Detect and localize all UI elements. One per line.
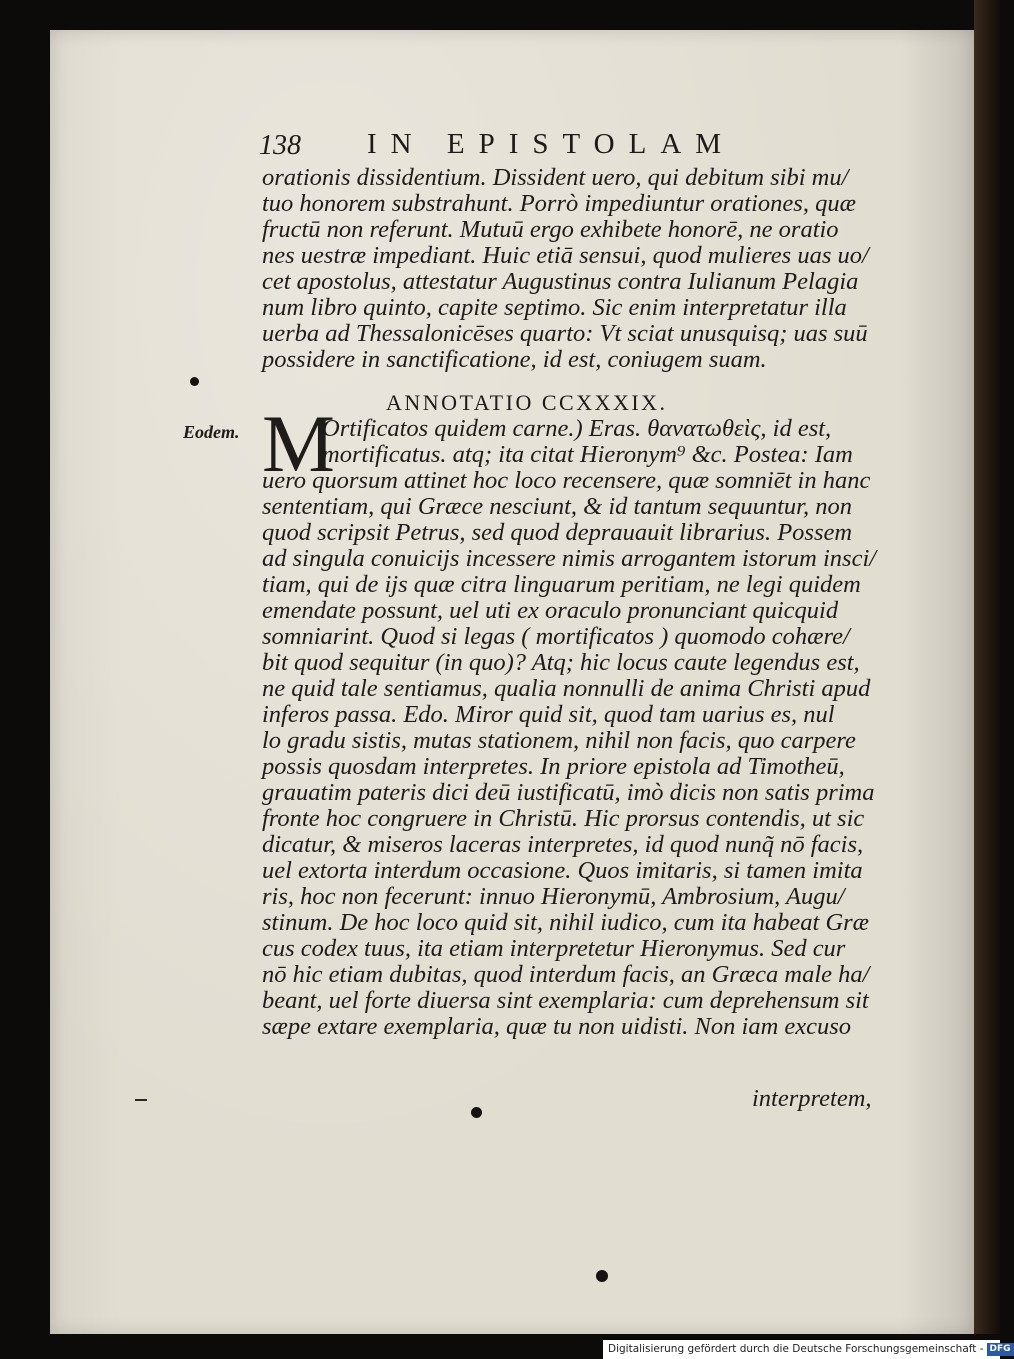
- ink-spot: [596, 1270, 608, 1282]
- text-line: uero quorsum attinet hoc loco recensere, quæ somniēt in hanc: [262, 467, 871, 494]
- running-head: IN EPISTOLAM: [367, 128, 736, 160]
- text-line: tiam, qui de ijs quæ citra linguarum peritiam, ne legi quidem: [262, 571, 861, 598]
- credit-text: Digitalisierung gefördert durch die Deutsche Forschungsgemeinschaft -: [608, 1343, 984, 1355]
- text-line: bit quod sequitur (in quo)? Atq; hic locus caute legendus est,: [262, 649, 860, 676]
- text-line: sententiam, qui Græce nesciunt, & id tantum sequuntur, non: [262, 493, 852, 520]
- annotation-heading: ANNOTATIO CCXXXIX.: [386, 390, 668, 415]
- dfg-logo-icon: DFG: [987, 1343, 1014, 1356]
- text-line: possidere in sanctificatione, id est, coniugem suam.: [262, 346, 767, 373]
- text-line: dicatur, & miseros laceras interpretes, id quod nunq̃ nō facis,: [262, 831, 864, 858]
- text-line: Ortificatos quidem carne.) Eras. θανατωθεὶς, id est,: [322, 415, 832, 442]
- text-line: tuo honorem substrahunt. Porrò impediuntur orationes, quæ: [262, 190, 856, 217]
- text-line: stinum. De hoc loco quid sit, nihil iudico, cum ita habeat Græ: [262, 909, 870, 936]
- catchword: interpretem,: [752, 1085, 872, 1112]
- page-header: [259, 128, 779, 168]
- text-line: cus codex tuus, ita etiam interpretetur Hieronymus. Sed cur: [262, 935, 846, 962]
- text-line: fronte hoc congruere in Christū. Hic prorsus contendis, ut sic: [262, 805, 865, 832]
- text-line: ne quid tale sentiamus, qualia nonnulli de anima Christi apud: [262, 675, 871, 702]
- text-line: possis quosdam interpretes. In priore epistola ad Timotheū,: [262, 753, 845, 780]
- text-line: uerba ad Thessalonicēses quarto: Vt sciat unusquisq; uas suū: [262, 320, 868, 347]
- text-line: nes uestræ impediant. Huic etiā sensui, quod mulieres uas uo/: [262, 242, 869, 269]
- text-line: beant, uel forte diuersa sint exemplaria: cum deprehensum sit: [262, 987, 869, 1014]
- text-line: ad singula conuicijs incessere nimis arrogantem istorum insci/: [262, 545, 877, 572]
- text-line: inferos passa. Edo. Miror quid sit, quod tam uarius es, nul: [262, 701, 835, 728]
- text-line: somniarint. Quod si legas ( mortificatos ) quomodo cohære/: [262, 623, 850, 650]
- top-text-block: [262, 165, 902, 373]
- digitization-credit: [603, 1340, 1011, 1359]
- text-line: mortificatus. atq; ita citat Hieronym⁹ &c. Postea: Iam: [322, 441, 853, 468]
- margin-mark: [135, 1099, 147, 1101]
- page-number: 138: [259, 130, 301, 161]
- text-line: cet apostolus, attestatur Augustinus contra Iulianum Pelagia: [262, 268, 859, 295]
- main-text-block: [262, 468, 902, 1040]
- margin-note: Eodem.: [183, 422, 240, 442]
- text-line: fructū non referunt. Mutuū ergo exhibete honorē, ne oratio: [262, 216, 839, 243]
- text-line: uel extorta interdum occasione. Quos imitaris, si tamen imita: [262, 857, 863, 884]
- text-line: num libro quinto, capite septimo. Sic enim interpretatur illa: [262, 294, 847, 321]
- drop-cap-text-block: [322, 416, 962, 468]
- ink-spot: [471, 1107, 482, 1118]
- text-line: lo gradu sistis, mutas stationem, nihil non facis, quo carpere: [262, 727, 856, 754]
- text-line: ris, hoc non fecerunt: innuo Hieronymū, Ambrosium, Augu/: [262, 883, 845, 910]
- text-line: sæpe extare exemplaria, quæ tu non uidisti. Non iam excuso: [262, 1013, 852, 1040]
- text-line: quod scripsit Petrus, sed quod deprauauit librarius. Possem: [262, 519, 853, 546]
- text-line: orationis dissidentium. Dissident uero, qui debitum sibi mu/: [262, 164, 849, 191]
- ink-spot: [190, 377, 199, 386]
- text-line: emendate possunt, uel uti ex oraculo pronunciant quicquid: [262, 597, 839, 624]
- drop-cap-initial: M: [262, 398, 335, 489]
- book-spine-edge: [974, 0, 1000, 1334]
- text-line: grauatim pateris dici deū iustificatū, imò dicis non satis prima: [262, 779, 875, 806]
- text-line: nō hic etiam dubitas, quod interdum facis, an Græca male ha/: [262, 961, 870, 988]
